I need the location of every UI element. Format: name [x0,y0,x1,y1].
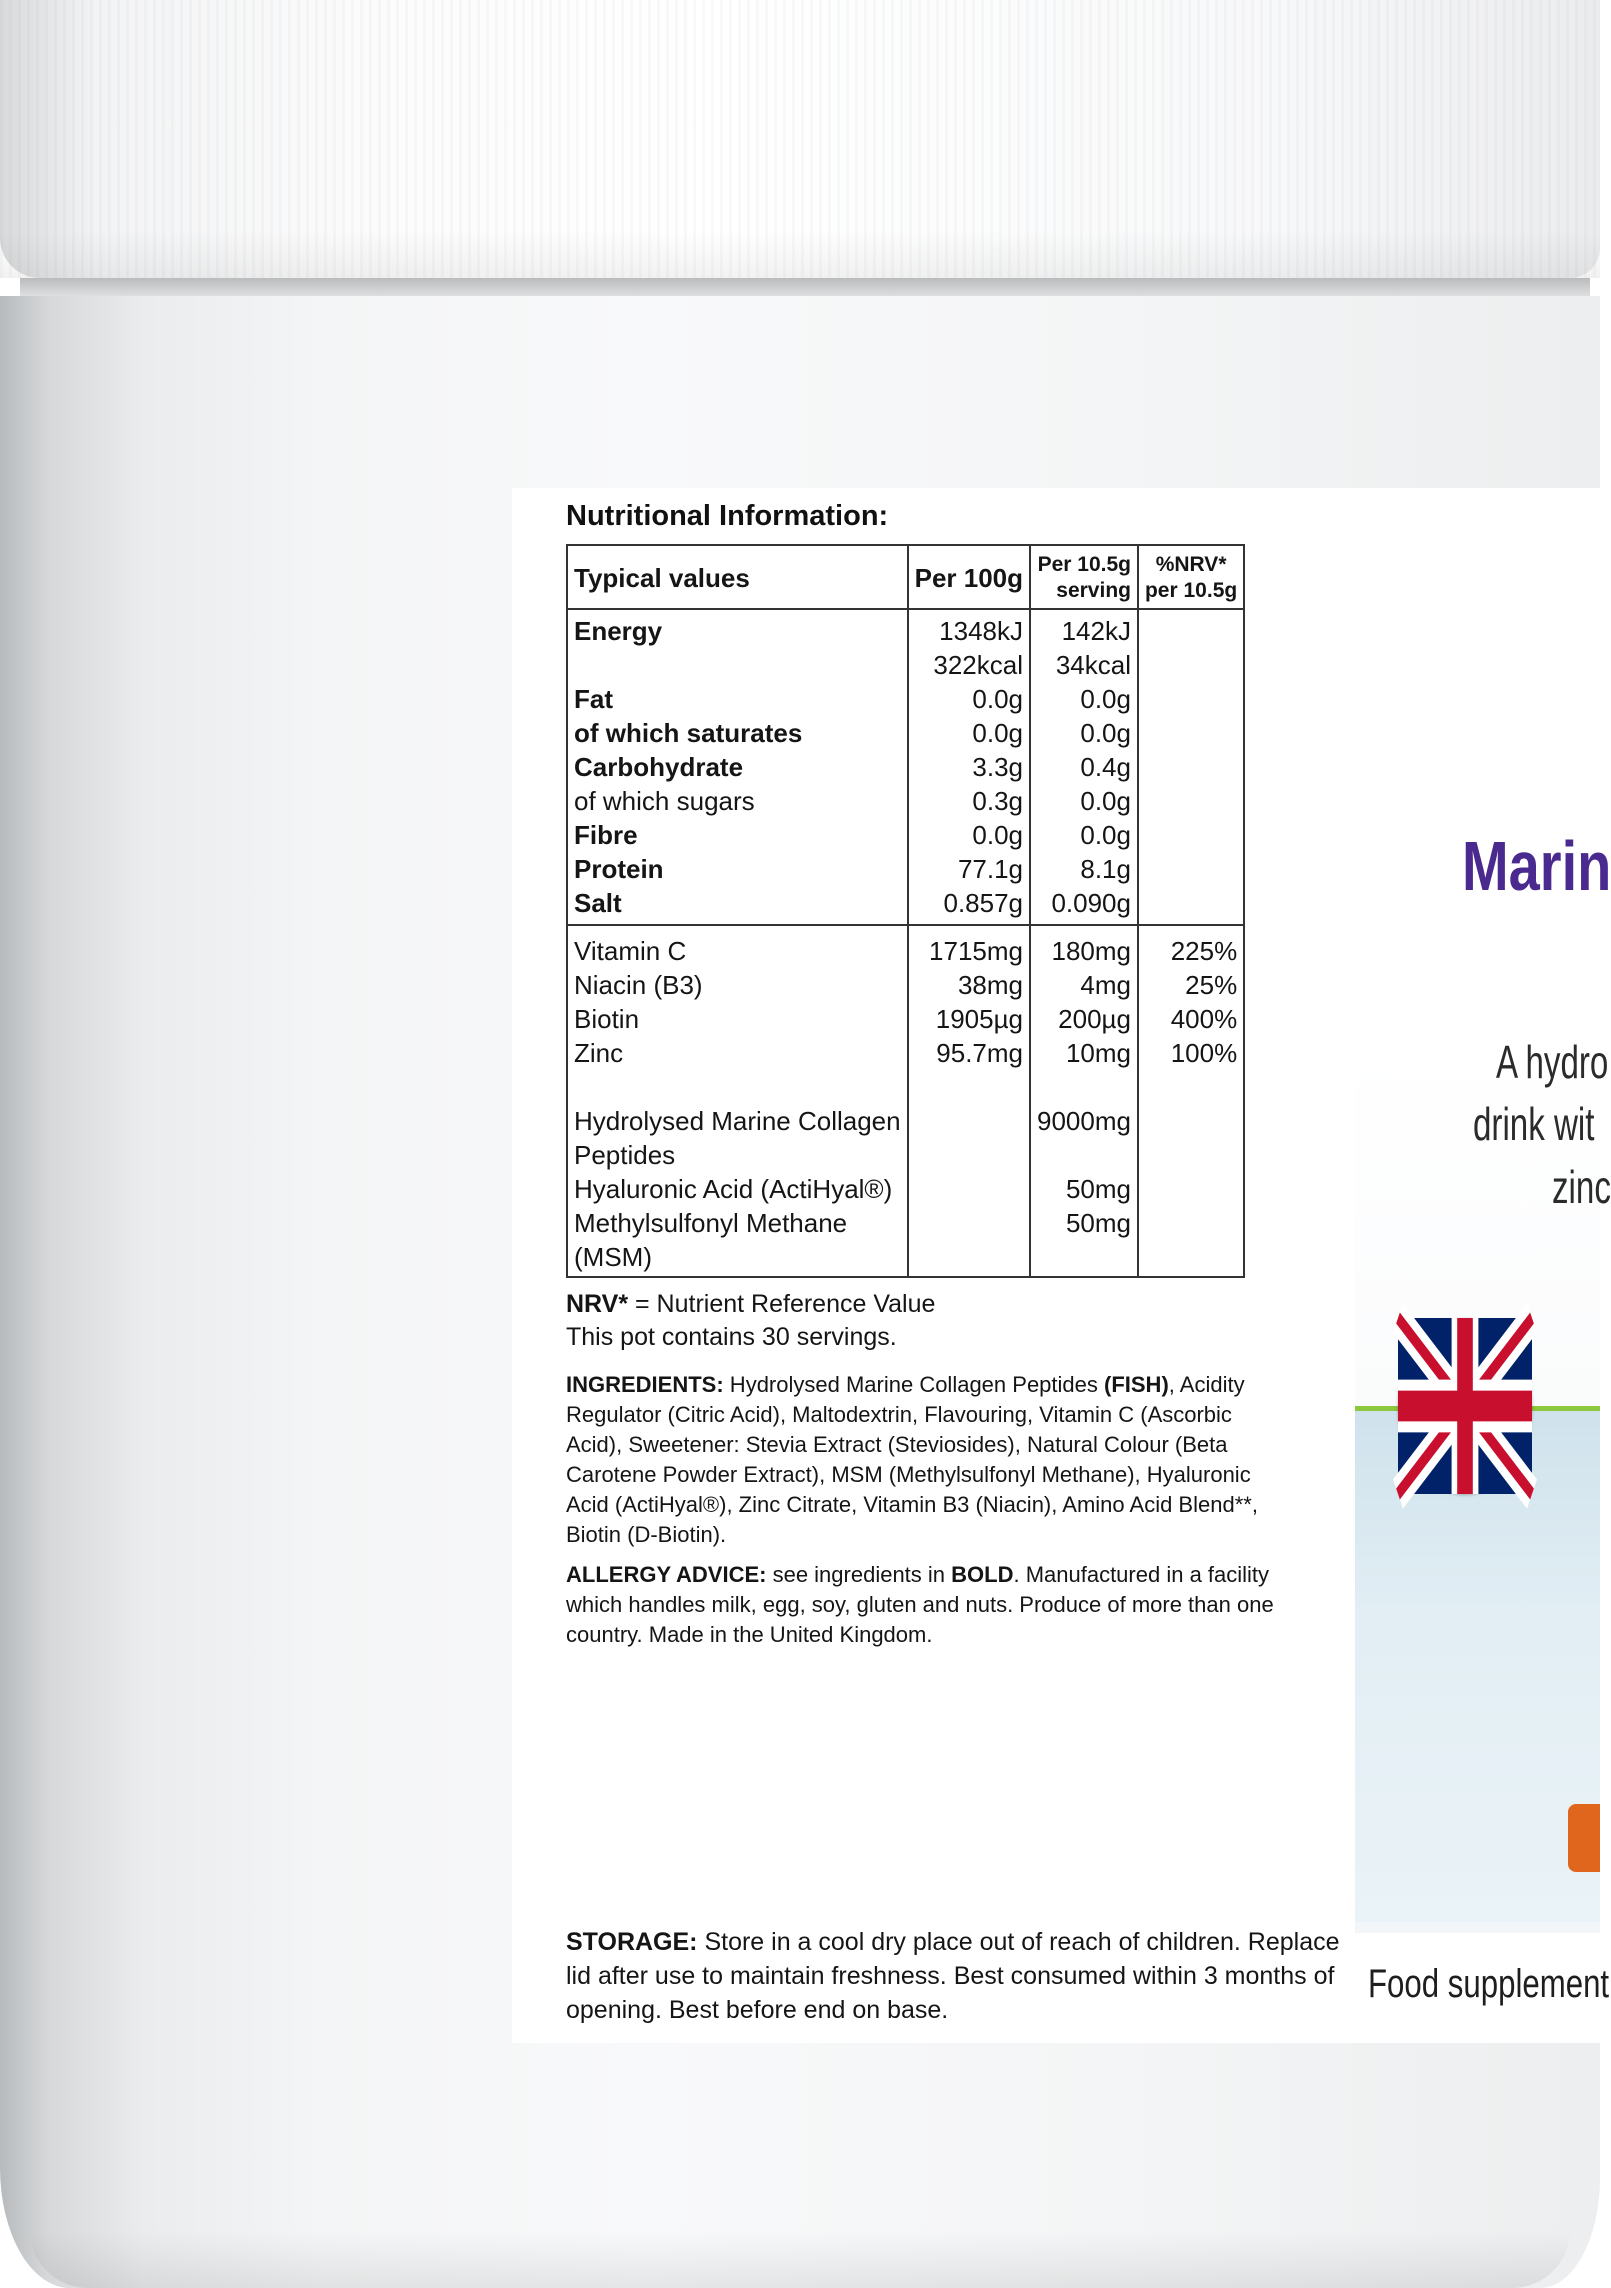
storage-label: STORAGE: [566,1928,698,1956]
value-nrv [1138,1138,1244,1172]
value-serving: 10mg [1030,1036,1138,1070]
nutrient-name: (MSM) [567,1240,908,1277]
ingredients-block [566,1370,1286,1550]
header-serving [1030,545,1138,609]
storage-text: Store in a cool dry place out of reach of children. Replace lid after use to maintain freshness. Best consumed within 3 months of opening. Best before end on base. [566,1928,1340,2024]
table-row [567,784,1244,818]
allergy-bold-word: BOLD [951,1562,1014,1587]
nutrient-name: Fat [567,682,908,716]
tagline-line-1: A hydro [1496,1036,1609,1088]
value-nrv: 225% [1138,925,1244,968]
value-serving: 4mg [1030,968,1138,1002]
product-title: Marin [1462,827,1611,905]
nutrition-table [566,544,1245,1278]
value-nrv: 25% [1138,968,1244,1002]
value-serving: 0.0g [1030,682,1138,716]
ingredients-text-b: , Acidity Regulator (Citric Acid), Maltodextrin, Flavouring, Vitamin C (Ascorbic Acid), Sweetener: Stevia Extract (Steviosides), Natural Colour (Beta Carotene Powder Extract), MSM (Methylsulfonyl Methane), Hyaluronic Acid (ActiHyal®), Zinc Citrate, Vitamin B3 (Niacin), Amino Acid Blend**, Biotin (D-Biotin). [566,1372,1258,1547]
nrv-key-bold: NRV* [566,1290,629,1318]
value-per100: 1905µg [908,1002,1030,1036]
allergy-label: ALLERGY ADVICE: [566,1562,767,1587]
nutrient-name: Salt [567,886,908,925]
value-per100 [908,1138,1030,1172]
value-per100 [908,1206,1030,1240]
nutrient-name [567,648,908,682]
value-serving [1030,1240,1138,1277]
table-row [567,1002,1244,1036]
value-nrv [1138,1172,1244,1206]
value-serving: 50mg [1030,1172,1138,1206]
nutrition-title: Nutritional Information: [566,500,889,532]
nutrient-name: Hyaluronic Acid (ActiHyal®) [567,1172,908,1206]
table-row [567,682,1244,716]
value-per100: 322kcal [908,648,1030,682]
value-per100: 77.1g [908,852,1030,886]
nutrient-name: Hydrolysed Marine Collagen [567,1070,908,1138]
value-nrv [1138,716,1244,750]
jar-lid [0,0,1600,278]
allergy-text-b: . Manufactured in a facility which handles milk, egg, soy, gluten and nuts. Produce of more than one country. Made in the United Kingdom. [566,1562,1274,1647]
value-serving: 0.4g [1030,750,1138,784]
value-serving: 0.0g [1030,784,1138,818]
value-nrv [1138,648,1244,682]
value-serving: 180mg [1030,925,1138,968]
table-row [567,750,1244,784]
value-nrv [1138,1240,1244,1277]
nutrient-name: Biotin [567,1002,908,1036]
nutrient-name: Niacin (B3) [567,968,908,1002]
ingredients-text-a: Hydrolysed Marine Collagen Peptides [723,1372,1104,1397]
header-nrv-line2: per 10.5g [1144,579,1238,602]
value-per100: 0.857g [908,886,1030,925]
value-nrv [1138,682,1244,716]
value-nrv [1138,784,1244,818]
nrv-key [566,1288,935,1321]
table-row [567,1206,1244,1240]
header-serving-line2: serving [1056,579,1131,602]
value-serving: 200µg [1030,1002,1138,1036]
header-per100: Per 100g [908,545,1030,609]
table-row [567,818,1244,852]
value-serving: 0.0g [1030,818,1138,852]
value-serving: 142kJ [1030,609,1138,648]
table-row [567,1070,1244,1138]
nutrient-name: Peptides [567,1138,908,1172]
table-row [567,1036,1244,1070]
value-serving: 50mg [1030,1206,1138,1240]
value-per100: 0.3g [908,784,1030,818]
nutrient-name: of which saturates [567,716,908,750]
value-serving: 8.1g [1030,852,1138,886]
table-row [567,716,1244,750]
table-row [567,886,1244,925]
value-serving: 0.0g [1030,716,1138,750]
food-supplement-text: Food supplement [1368,1962,1610,2006]
value-per100: 0.0g [908,818,1030,852]
servings-note: This pot contains 30 servings. [566,1323,897,1351]
value-nrv [1138,1206,1244,1240]
value-nrv: 400% [1138,1002,1244,1036]
value-serving: 34kcal [1030,648,1138,682]
table-row [567,852,1244,886]
value-nrv [1138,852,1244,886]
nutrient-name: Carbohydrate [567,750,908,784]
allergy-block [566,1560,1326,1650]
nutrient-name: Zinc [567,1036,908,1070]
value-nrv [1138,818,1244,852]
table-row [567,925,1244,968]
ingredients-label: INGREDIENTS: [566,1372,724,1397]
value-per100: 0.0g [908,716,1030,750]
jar-base [30,2230,1570,2288]
nutrient-name: Energy [567,609,908,648]
value-serving [1030,1138,1138,1172]
table-row [567,1172,1244,1206]
table-row [567,609,1244,648]
nutrient-name: Protein [567,852,908,886]
nutrient-name: Methylsulfonyl Methane [567,1206,908,1240]
value-serving: 9000mg [1030,1070,1138,1138]
orange-badge [1568,1804,1600,1872]
value-serving: 0.090g [1030,886,1138,925]
value-nrv [1138,1070,1244,1138]
tagline-line-3: zinc [1552,1161,1611,1213]
value-per100: 0.0g [908,682,1030,716]
value-nrv [1138,886,1244,925]
value-per100: 38mg [908,968,1030,1002]
nrv-note [566,1288,935,1354]
table-row [567,648,1244,682]
value-per100 [908,1172,1030,1206]
header-nrv [1138,545,1244,609]
header-typical: Typical values [567,545,908,609]
union-jack-icon [1398,1318,1532,1494]
value-per100: 95.7mg [908,1036,1030,1070]
table-row [567,968,1244,1002]
value-nrv [1138,750,1244,784]
table-header-row [567,545,1244,609]
tagline-line-2: drink wit [1473,1098,1595,1150]
value-nrv: 100% [1138,1036,1244,1070]
value-per100: 1348kJ [908,609,1030,648]
nutrient-name: Fibre [567,818,908,852]
value-nrv [1138,609,1244,648]
value-per100 [908,1070,1030,1138]
nutrient-name: of which sugars [567,784,908,818]
value-per100: 1715mg [908,925,1030,968]
value-per100: 3.3g [908,750,1030,784]
lid-shadow [0,230,1600,278]
nutrient-name: Vitamin C [567,925,908,968]
nrv-key-text: = Nutrient Reference Value [628,1290,936,1318]
allergy-text-a: see ingredients in [766,1562,952,1587]
header-serving-line1: Per 10.5g [1037,553,1131,576]
value-per100 [908,1240,1030,1277]
table-row [567,1138,1244,1172]
storage-block [566,1925,1346,2027]
header-nrv-line1: %NRV* [1155,553,1227,576]
ingredients-allergen: (FISH) [1104,1372,1169,1397]
table-row [567,1240,1244,1277]
